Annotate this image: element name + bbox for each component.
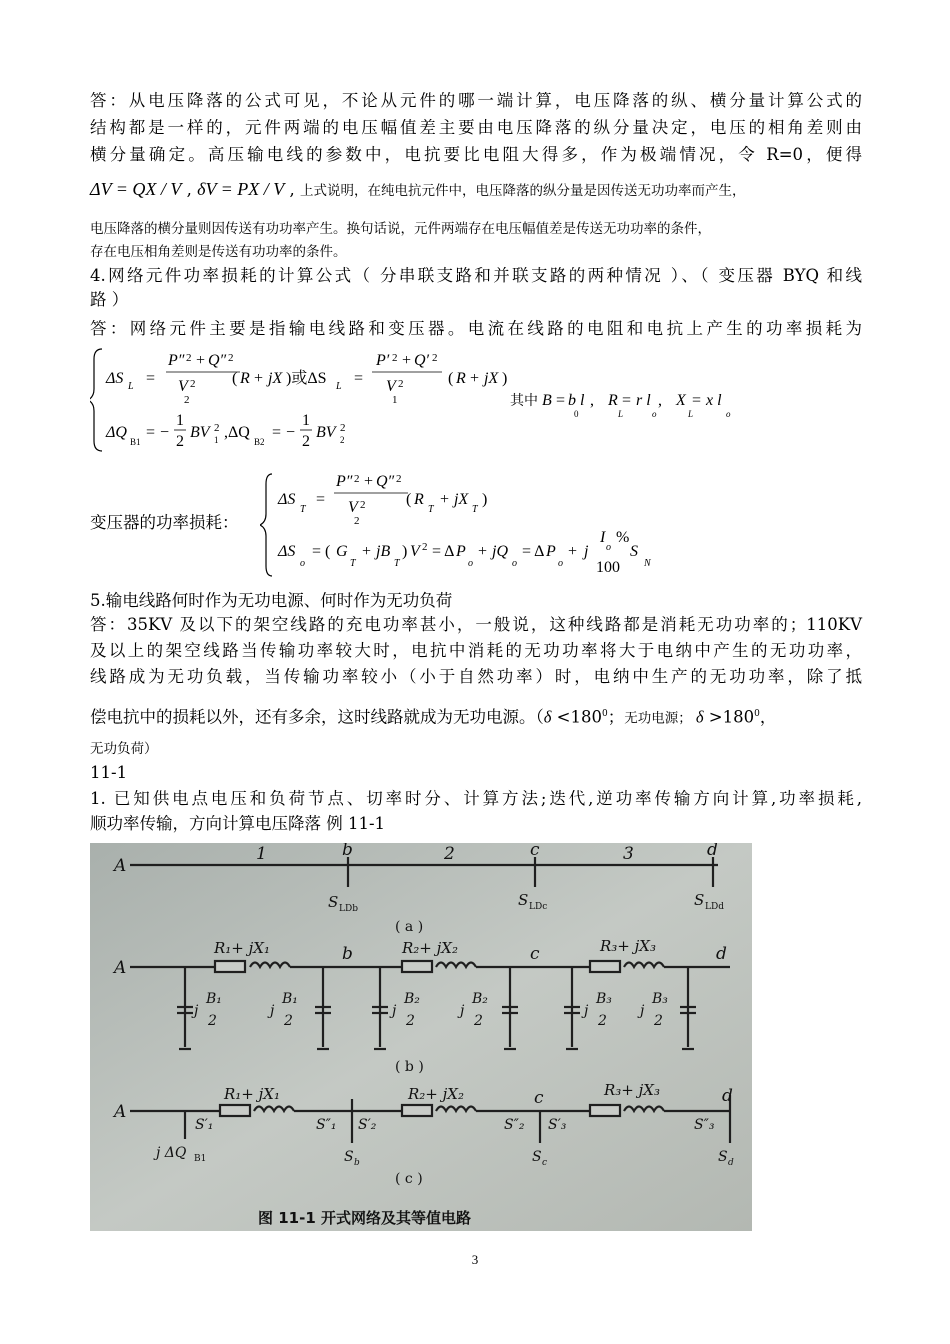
svg-text:B₁: B₁ (282, 991, 298, 1007)
panel-b-label: ( b ) (395, 1059, 424, 1075)
figure-caption: 图 11-1 开式网络及其等值电路 (258, 1209, 471, 1227)
svg-text:T: T (350, 558, 356, 569)
svg-text:G: G (336, 543, 348, 560)
svg-text:j: j (270, 1003, 275, 1019)
segment-3-label: 3 (623, 844, 634, 864)
svg-text:1: 1 (302, 412, 310, 429)
paragraph-line: 1. 已知供电点电压和负荷节点、切率时分、计算方法;迭代,逆功率传输方向计算,功率损耗, (90, 789, 862, 808)
svg-text:o: o (558, 558, 563, 569)
eq-where-label: 其中 (510, 394, 538, 409)
svg-text:B₂: B₂ (472, 991, 488, 1007)
svg-text:b: b (354, 1158, 360, 1168)
panel-c-label: ( c ) (395, 1171, 423, 1187)
svg-text:B: B (542, 392, 552, 409)
svg-text:=: = (622, 392, 632, 409)
svg-text:jX: jX (484, 370, 499, 387)
svg-text:1: 1 (176, 412, 184, 429)
paragraph-line: 答：网络元件主要是指输电线路和变压器。电流在线路的电阻和电抗上产生的功率损耗为 (90, 319, 862, 338)
svg-text:j: j (392, 1003, 397, 1019)
svg-text:x l: x l (706, 392, 722, 409)
svg-text:=: = (146, 424, 156, 441)
svg-text:b l: b l (568, 392, 585, 409)
svg-text:B1: B1 (194, 1154, 207, 1164)
svg-text:2: 2 (228, 352, 234, 364)
svg-text:R₃+ jX₃: R₃+ jX₃ (604, 1081, 660, 1099)
svg-text:o: o (468, 558, 473, 569)
svg-text:,: , (658, 392, 662, 409)
svg-text:R: R (414, 491, 424, 508)
delta-v-transverse-formula: δV = PX / V (197, 179, 285, 199)
svg-text:R₁+ jX₁: R₁+ jX₁ (224, 1085, 280, 1103)
svg-text:2: 2 (214, 422, 220, 434)
svg-text:c: c (530, 944, 540, 964)
segment-1-label: 1 (256, 844, 267, 864)
formula-explanation: 上式说明，在纯电抗元件中，电压降落的纵分量是因传送无功功率而产生， (300, 183, 746, 199)
svg-text:2: 2 (598, 1013, 607, 1029)
svg-text:): ) (402, 543, 408, 560)
delta-v-formula: ΔV = QX / V (90, 179, 182, 199)
load-c-label: LDc (529, 902, 548, 912)
svg-text:L: L (128, 381, 134, 392)
svg-text:V: V (178, 378, 188, 395)
svg-text:j ΔQ: j ΔQ (156, 1145, 187, 1161)
svg-text:j: j (640, 1003, 645, 1019)
svg-text:2: 2 (398, 378, 404, 390)
svg-text:=: = (146, 370, 156, 387)
svg-text:P: P (546, 543, 556, 560)
line-loss-equations (90, 345, 862, 455)
node-d-label: d (707, 843, 718, 860)
node-a-label: A (114, 856, 127, 876)
svg-text:j: j (584, 1003, 589, 1019)
svg-text:=: = (316, 491, 326, 508)
svg-text:I: I (600, 529, 606, 546)
svg-text:2: 2 (284, 1013, 293, 1029)
svg-text:T: T (472, 504, 478, 515)
svg-text:L: L (336, 381, 342, 392)
svg-text:A: A (114, 1102, 127, 1122)
svg-text:B2: B2 (254, 437, 265, 447)
svg-text:S′₃: S′₃ (548, 1117, 567, 1133)
load-d-label: LDd (705, 902, 724, 912)
svg-text:)或ΔS: )或ΔS (286, 370, 327, 387)
svg-text:+: + (568, 543, 578, 560)
svg-text:2: 2 (184, 394, 190, 406)
svg-text:(: ( (232, 370, 238, 387)
paragraph-line: 线路成为无功负载，当传输功率较小（小于自然功率）时，电纳中生产的无功功率，除了抵 (90, 667, 862, 686)
svg-text:R₃+ jX₃: R₃+ jX₃ (600, 937, 656, 955)
svg-text:+: + (196, 352, 206, 369)
svg-text:B₃: B₃ (596, 991, 612, 1007)
panel-a-label: ( a ) (395, 919, 424, 935)
paragraph-line: 顺功率传输，方向计算电压降落 例 11-1 (90, 814, 386, 833)
svg-text:V: V (410, 543, 420, 560)
transformer-equations (260, 470, 862, 582)
node-b-label: b (342, 843, 353, 860)
svg-text:2: 2 (406, 1013, 415, 1029)
svg-text:= (: = ( (312, 543, 331, 560)
question-heading: 5.输电线路何时作为无功电源、何时作为无功负荷 (90, 591, 453, 610)
svg-text:S: S (694, 891, 705, 909)
text-fragment: 偿电抗中的损耗以外，还有多余，这时线路就成为无功电源。（ (90, 707, 544, 727)
svg-text:o: o (300, 558, 305, 569)
svg-text:R₁+ jX₁: R₁+ jX₁ (214, 939, 270, 957)
section-number: 11-1 (90, 763, 128, 782)
svg-text:j: j (460, 1003, 465, 1019)
svg-text:ΔS: ΔS (278, 543, 296, 560)
svg-text:jB: jB (376, 543, 391, 560)
svg-text:R₂+ jX₂: R₂+ jX₂ (402, 939, 458, 957)
svg-text:r l: r l (636, 392, 651, 409)
svg-text:2: 2 (208, 1013, 217, 1029)
svg-text:d: d (716, 944, 727, 964)
svg-text:S: S (630, 543, 638, 560)
svg-text:1: 1 (392, 394, 398, 406)
svg-text:2: 2 (176, 433, 184, 450)
svg-text:T: T (394, 558, 400, 569)
question-heading-cont: 路 ） (90, 290, 129, 309)
svg-text:+: + (364, 473, 374, 490)
svg-text:R: R (608, 392, 618, 409)
svg-text:j: j (194, 1003, 199, 1019)
svg-text:BV: BV (190, 424, 210, 441)
svg-text:o: o (512, 558, 517, 569)
svg-text:N: N (644, 558, 651, 569)
node-c-label: c (530, 843, 540, 860)
transformer-label: 变压器的功率损耗： (90, 513, 239, 532)
svg-text:ΔS: ΔS (278, 491, 296, 508)
svg-text:2: 2 (190, 378, 196, 390)
svg-text:S: S (344, 1149, 354, 1165)
svg-text:X: X (676, 392, 686, 409)
formula-line: ΔV = QX / V , δV = PX / V , 上式说明，在纯电抗元件中，电压降落的纵分量是因传送无功功率而产生， (90, 179, 746, 199)
svg-text:2: 2 (340, 422, 346, 434)
page-number: 3 (471, 1252, 479, 1267)
svg-text:V: V (348, 499, 358, 516)
svg-text:BV: BV (316, 424, 336, 441)
svg-text:S: S (518, 891, 529, 909)
svg-text:2: 2 (360, 499, 366, 511)
svg-text:L: L (688, 409, 694, 419)
svg-text:R₂+ jX₂: R₂+ jX₂ (408, 1085, 464, 1103)
svg-text:%: % (616, 529, 630, 546)
paragraph-line: 偿电抗中的损耗以外，还有多余，这时线路就成为无功电源。（$\delta <180^0$；无功电源； $\delta >180^0$， (90, 707, 777, 727)
svg-text:S: S (718, 1149, 728, 1165)
svg-text:+: + (402, 352, 412, 369)
svg-text:2: 2 (474, 1013, 483, 1029)
text-fragment: 无功电源； (624, 710, 692, 727)
svg-text:o: o (652, 409, 657, 419)
svg-text:1: 1 (214, 435, 219, 445)
figure-11-1-photo (90, 843, 752, 1231)
paragraph-line: 横分量确定。高压输电线的参数中，电抗要比电阻大得多，作为极端情况，令 R=0，便得 (90, 145, 862, 164)
svg-text:2: 2 (340, 435, 345, 445)
paragraph-line: 答：35KV 及以下的架空线路的充电功率甚小，一般说，这种线路都是消耗无功功率的；110KV (90, 615, 862, 634)
svg-text:2: 2 (432, 352, 438, 364)
svg-text:0: 0 (574, 409, 579, 419)
svg-text:−: − (286, 424, 296, 441)
svg-text:2: 2 (354, 473, 360, 485)
svg-text:c: c (534, 1088, 544, 1108)
svg-text:ΔQ: ΔQ (106, 424, 127, 441)
svg-text:B₁: B₁ (206, 991, 222, 1007)
svg-text:Q″: Q″ (376, 473, 395, 490)
paragraph-line: 结构都是一样的，元件两端的电压幅值差主要由电压降落的纵分量决定，电压的相角差则由 (90, 118, 862, 137)
svg-text:R: R (240, 370, 250, 387)
svg-text:S: S (532, 1149, 542, 1165)
svg-text:+: + (254, 370, 264, 387)
svg-text:,: , (590, 392, 594, 409)
paragraph-line: 无功负荷） (90, 741, 158, 757)
svg-text:(: ( (448, 370, 454, 387)
svg-text:S: S (328, 893, 339, 911)
svg-text:d: d (722, 1086, 733, 1106)
svg-text:−: − (160, 424, 170, 441)
svg-text:=: = (692, 392, 702, 409)
svg-text:B1: B1 (130, 437, 141, 447)
svg-text:=: = (556, 392, 566, 409)
svg-text:A: A (114, 958, 127, 978)
svg-text:+: + (478, 543, 488, 560)
svg-text:L: L (618, 409, 624, 419)
svg-text:100: 100 (596, 559, 620, 576)
paragraph-line: 存在电压相角差则是传送有功功率的条件。 (90, 244, 347, 260)
svg-text:R: R (456, 370, 466, 387)
svg-text:jQ: jQ (492, 543, 508, 560)
svg-text:o: o (726, 409, 731, 419)
svg-text:=: = (272, 424, 282, 441)
svg-text:): ) (502, 370, 508, 387)
svg-text:Q′: Q′ (414, 352, 430, 369)
svg-text:S″₁: S″₁ (316, 1117, 337, 1133)
svg-text:2: 2 (654, 1013, 663, 1029)
svg-text:S″₃: S″₃ (694, 1117, 715, 1133)
svg-text:o: o (606, 542, 611, 553)
svg-text:2: 2 (422, 541, 428, 553)
svg-text:(: ( (406, 491, 412, 508)
svg-text:+: + (362, 543, 372, 560)
svg-text:d: d (728, 1158, 734, 1168)
svg-text:=: = (354, 370, 364, 387)
svg-text:S′₁: S′₁ (195, 1117, 214, 1133)
svg-text:c: c (542, 1158, 548, 1168)
svg-text:V: V (386, 378, 396, 395)
svg-text:T: T (428, 504, 434, 515)
paragraph-line: 及以上的架空线路当传输功率较大时，电抗中消耗的无功功率将大于电纳中产生的无功功率， (90, 641, 862, 660)
svg-text:Q″: Q″ (208, 352, 227, 369)
svg-text:P: P (456, 543, 466, 560)
segment-2-label: 2 (444, 844, 455, 864)
paragraph-line: 电压降落的横分量则因传送有功功率产生。换句话说，元件两端存在电压幅值差是传送无功功率的条件， (90, 221, 711, 237)
svg-text:B₂: B₂ (404, 991, 420, 1007)
svg-text:,ΔQ: ,ΔQ (224, 424, 250, 441)
svg-text:= Δ: = Δ (522, 543, 545, 560)
svg-text:2: 2 (186, 352, 192, 364)
open-network-diagram (90, 843, 752, 1231)
paragraph-line: 答：从电压降落的公式可见，不论从元件的哪一端计算，电压降落的纵、横分量计算公式的 (90, 91, 862, 110)
svg-text:B₃: B₃ (652, 991, 668, 1007)
svg-text:2: 2 (396, 473, 402, 485)
svg-text:2: 2 (354, 515, 360, 527)
load-b-label: LDb (339, 904, 358, 914)
svg-text:T: T (300, 504, 306, 515)
svg-text:P″: P″ (336, 473, 353, 490)
svg-text:S′₂: S′₂ (358, 1117, 377, 1133)
svg-text:= Δ: = Δ (432, 543, 455, 560)
svg-text:): ) (482, 491, 488, 508)
question-heading: 4.网络元件功率损耗的计算公式（ 分串联支路和并联支路的两种情况 ）、（ 变压器 BYQ 和线 (90, 266, 862, 285)
svg-text:2: 2 (392, 352, 398, 364)
svg-text:jX: jX (454, 491, 469, 508)
svg-text:S″₂: S″₂ (504, 1117, 525, 1133)
svg-text:2: 2 (302, 433, 310, 450)
svg-text:jX: jX (268, 370, 283, 387)
svg-text:ΔS: ΔS (106, 370, 124, 387)
svg-text:P″: P″ (168, 352, 185, 369)
svg-text:+: + (440, 491, 450, 508)
svg-text:b: b (342, 944, 353, 964)
svg-text:+: + (470, 370, 480, 387)
svg-text:j: j (584, 543, 589, 560)
svg-text:P′: P′ (376, 352, 390, 369)
